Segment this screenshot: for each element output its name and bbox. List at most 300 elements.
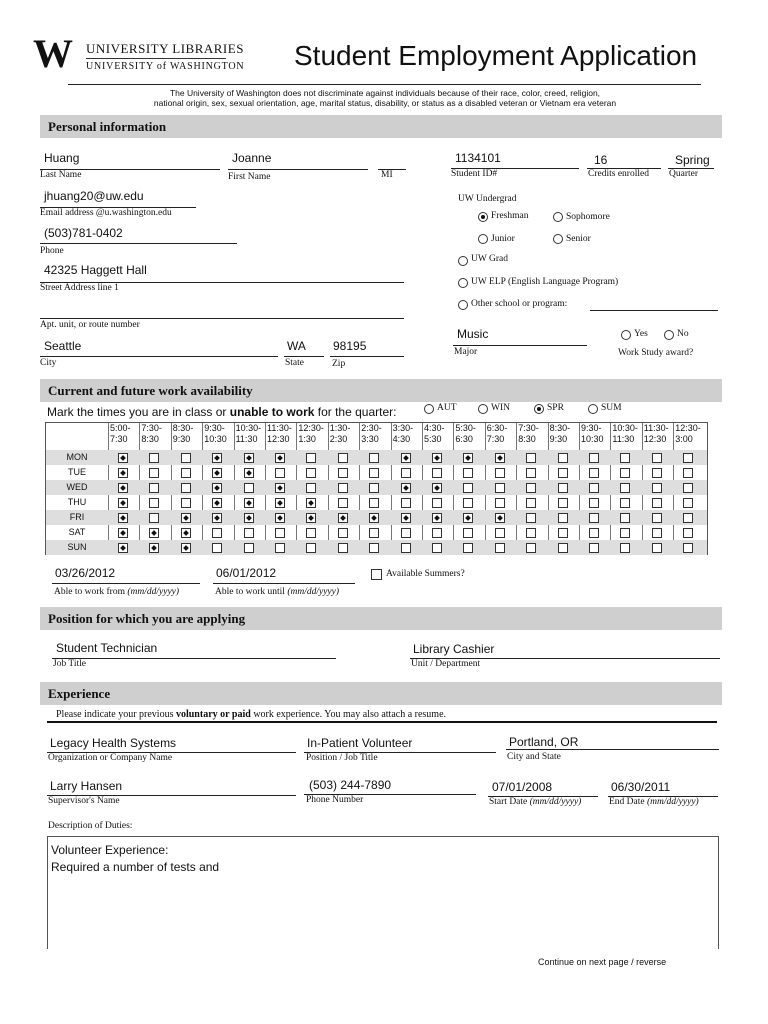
day-label: SAT: [68, 527, 86, 537]
end-date-format: (mm/dd/yyyy): [647, 797, 699, 807]
other-school-radio[interactable]: [458, 300, 468, 310]
availability-checkbox[interactable]: [463, 528, 473, 538]
uw-elp-radio[interactable]: [458, 278, 468, 288]
time-slot-header-part: 9:30-: [581, 423, 602, 433]
time-slot-header: [140, 423, 162, 445]
availability-checkbox[interactable]: [495, 498, 505, 508]
availability-checkbox[interactable]: [118, 483, 128, 493]
freshman-label: Freshman: [491, 211, 529, 221]
time-slot-header-part: 4:30: [392, 434, 411, 444]
work-from-label-text: Able to work from: [54, 587, 128, 597]
first-name-field[interactable]: Joanne: [232, 151, 272, 165]
zip-line: [330, 356, 404, 357]
job-position-field[interactable]: In-Patient Volunteer: [307, 736, 413, 750]
availability-checkbox[interactable]: [620, 498, 630, 508]
availability-checkbox[interactable]: [652, 543, 662, 553]
availability-instruction: [47, 405, 396, 419]
quarter-sum-radio[interactable]: [588, 404, 598, 414]
freshman-radio[interactable]: [478, 212, 488, 222]
time-slot-header-part: 8:30-: [549, 423, 571, 433]
availability-checkbox[interactable]: [432, 483, 442, 493]
availability-row-sun: [46, 540, 707, 555]
availability-checkbox[interactable]: [338, 498, 348, 508]
time-slot-header-part: 10:30: [581, 434, 604, 444]
availability-checkbox[interactable]: [149, 483, 159, 493]
time-slot-header-part: 3:30: [361, 434, 379, 444]
availability-checkbox[interactable]: [244, 468, 254, 478]
apt-line: [40, 318, 404, 319]
street-label: Street Address line 1: [40, 283, 119, 293]
availability-checkbox[interactable]: [338, 543, 348, 553]
availability-checkbox[interactable]: [118, 498, 128, 508]
organization-field[interactable]: Legacy Health Systems: [50, 736, 177, 750]
availability-checkbox[interactable]: [149, 453, 159, 463]
work-study-label: Work Study award?: [618, 348, 694, 358]
supervisor-phone-label: Phone Number: [306, 795, 364, 805]
time-slot-header-part: 7:30: [486, 434, 505, 444]
time-slot-header: [674, 423, 701, 445]
availability-checkbox[interactable]: [275, 483, 285, 493]
end-date-label: [609, 797, 699, 807]
time-slot-header-part: 12:30: [643, 434, 667, 444]
quarter-label: Quarter: [669, 169, 699, 179]
section-position-title: Position for which you are applying: [48, 611, 246, 626]
availability-checkbox[interactable]: [652, 468, 662, 478]
availability-checkbox[interactable]: [244, 498, 254, 508]
availability-row-wed: [46, 480, 707, 495]
availability-checkbox[interactable]: [212, 498, 222, 508]
section-personal-title: Personal information: [48, 119, 167, 134]
availability-checkbox[interactable]: [212, 453, 222, 463]
availability-checkbox[interactable]: [275, 543, 285, 553]
availability-checkbox[interactable]: [620, 543, 630, 553]
time-slot-header: [172, 423, 194, 445]
availability-checkbox[interactable]: [212, 528, 222, 538]
availability-checkbox[interactable]: [589, 468, 599, 478]
quarter-field[interactable]: Spring: [675, 153, 710, 167]
junior-label: Junior: [491, 234, 515, 244]
availability-checkbox[interactable]: [652, 483, 662, 493]
senior-label: Senior: [566, 234, 591, 244]
street-field[interactable]: 42325 Haggett Hall: [44, 263, 147, 277]
availability-checkbox[interactable]: [432, 498, 442, 508]
availability-checkbox[interactable]: [620, 513, 630, 523]
availability-checkbox[interactable]: [463, 543, 473, 553]
email-field[interactable]: jhuang20@uw.edu: [44, 189, 144, 203]
time-slot-header-part: 12:30-: [675, 423, 701, 433]
availability-checkbox[interactable]: [306, 543, 316, 553]
availability-checkbox[interactable]: [463, 453, 473, 463]
major-field[interactable]: Music: [457, 327, 489, 341]
time-slot-header-part: 5:30-: [455, 423, 476, 433]
time-slot-header-part: 11:30: [235, 434, 258, 444]
end-date-label-text: End Date: [609, 797, 647, 807]
phone-field[interactable]: (503)781-0402: [44, 226, 123, 240]
availability-checkbox[interactable]: [589, 528, 599, 538]
availability-checkbox[interactable]: [683, 498, 693, 508]
availability-checkbox[interactable]: [652, 528, 662, 538]
availability-checkbox[interactable]: [558, 513, 568, 523]
availability-checkbox[interactable]: [526, 528, 536, 538]
time-slot-header-part: 11:30-: [267, 423, 292, 433]
available-summers-checkbox[interactable]: [371, 569, 382, 580]
availability-checkbox[interactable]: [463, 498, 473, 508]
availability-checkbox[interactable]: [401, 528, 411, 538]
availability-checkbox[interactable]: [118, 468, 128, 478]
city-field[interactable]: Seattle: [44, 339, 82, 353]
work-until-field[interactable]: 06/01/2012: [216, 566, 277, 580]
work-study-no-label: No: [677, 329, 689, 339]
time-slot-header: [454, 423, 476, 445]
time-slot-header-part: 7:30: [110, 434, 128, 444]
supervisor-field[interactable]: Larry Hansen: [50, 779, 123, 793]
job-title-field[interactable]: Student Technician: [56, 641, 158, 655]
section-position: [40, 607, 722, 630]
last-name-field[interactable]: Huang: [44, 151, 80, 165]
availability-checkbox[interactable]: [338, 483, 348, 493]
major-line: [453, 345, 587, 346]
availability-checkbox[interactable]: [369, 453, 379, 463]
email-label: Email address @u.washington.edu: [40, 208, 172, 218]
availability-checkbox[interactable]: [432, 468, 442, 478]
unit-field[interactable]: Library Cashier: [413, 642, 495, 656]
section-personal: [40, 115, 722, 138]
availability-checkbox[interactable]: [558, 468, 568, 478]
availability-checkbox[interactable]: [558, 498, 568, 508]
availability-checkbox[interactable]: [463, 468, 473, 478]
availability-checkbox[interactable]: [306, 453, 316, 463]
availability-checkbox[interactable]: [401, 453, 411, 463]
availability-checkbox[interactable]: [495, 468, 505, 478]
time-slot-header-part: 1:30-: [329, 423, 351, 433]
availability-checkbox[interactable]: [338, 528, 348, 538]
time-slot-header: [266, 423, 292, 445]
experience-intro-emphasis: voluntary or paid: [175, 709, 251, 720]
apt-label: Apt. unit, or route number: [40, 320, 140, 330]
availability-checkbox[interactable]: [181, 513, 191, 523]
time-slot-header-part: 11:30-: [643, 423, 669, 433]
availability-checkbox[interactable]: [118, 543, 128, 553]
time-slot-header-part: 9:30: [549, 434, 568, 444]
availability-row-tue: [46, 465, 707, 480]
sophomore-label: Sophomore: [566, 212, 610, 222]
availability-checkbox[interactable]: [495, 513, 505, 523]
notice-line-2: national origin, sex, sexual orientation, age, marital status, disability, or status as a disabled veteran or Vietnam era veteran: [153, 98, 617, 108]
availability-checkbox[interactable]: [589, 453, 599, 463]
section-experience-title: Experience: [48, 686, 111, 701]
availability-checkbox[interactable]: [526, 483, 536, 493]
availability-checkbox[interactable]: [589, 543, 599, 553]
time-slot-header-part: 10:30-: [612, 423, 638, 433]
state-field[interactable]: WA: [287, 339, 306, 353]
availability-checkbox[interactable]: [526, 468, 536, 478]
state-line: [284, 356, 324, 357]
supervisor-phone-field[interactable]: (503) 244-7890: [309, 778, 392, 792]
availability-checkbox[interactable]: [401, 513, 411, 523]
availability-checkbox[interactable]: [338, 453, 348, 463]
availability-checkbox[interactable]: [401, 483, 411, 493]
time-slot-header: [517, 423, 539, 445]
availability-checkbox[interactable]: [369, 528, 379, 538]
time-slot-header-part: 7:30-: [518, 423, 539, 433]
experience-intro-text-end: work experience. You may also attach a resume.: [250, 709, 447, 720]
availability-checkbox[interactable]: [652, 453, 662, 463]
availability-checkbox[interactable]: [275, 453, 285, 463]
availability-checkbox[interactable]: [118, 528, 128, 538]
experience-rule: [47, 721, 717, 723]
work-from-label: [54, 587, 179, 597]
last-name-label: Last Name: [40, 170, 82, 180]
availability-checkbox[interactable]: [589, 513, 599, 523]
org-name: UNIVERSITY LIBRARIES: [86, 41, 244, 56]
availability-checkbox[interactable]: [244, 453, 254, 463]
work-from-format: (mm/dd/yyyy): [127, 587, 180, 597]
availability-checkbox[interactable]: [683, 513, 693, 523]
time-slot-header-part: 8:30-: [172, 423, 194, 433]
time-slot-header-part: 7:30-: [141, 423, 162, 433]
experience-intro-text: Please indicate your previous: [56, 709, 176, 720]
quarter-win-radio[interactable]: [478, 404, 488, 414]
city-label: City: [40, 358, 57, 368]
time-slot-header-part: 4:30-: [424, 423, 445, 433]
availability-checkbox[interactable]: [558, 528, 568, 538]
duties-label: Description of Duties:: [48, 821, 133, 831]
availability-checkbox[interactable]: [526, 513, 536, 523]
availability-checkbox[interactable]: [149, 498, 159, 508]
availability-grid: [45, 422, 708, 555]
availability-checkbox[interactable]: [369, 543, 379, 553]
notice-line-1: The University of Washington does not discriminate against individuals because of their race, color, creed, religion,: [169, 88, 601, 98]
time-slot-header-part: 2:30-: [361, 423, 382, 433]
start-date-format: (mm/dd/yyyy): [529, 797, 582, 807]
availability-checkbox[interactable]: [306, 513, 316, 523]
nondiscrimination-notice: [60, 88, 710, 108]
availability-checkbox[interactable]: [526, 453, 536, 463]
day-label: THU: [67, 497, 87, 507]
availability-checkbox[interactable]: [118, 513, 128, 523]
city-line: [40, 356, 278, 357]
availability-row-mon: [46, 450, 707, 465]
job-position-label: Position / Job Title: [306, 753, 378, 763]
availability-checkbox[interactable]: [275, 513, 285, 523]
phone-line: [40, 243, 237, 244]
availability-checkbox[interactable]: [683, 483, 693, 493]
availability-checkbox[interactable]: [181, 498, 191, 508]
availability-checkbox[interactable]: [181, 483, 191, 493]
first-name-line: [228, 169, 368, 170]
duties-line-2: Required a number of tests and: [51, 860, 220, 874]
quarter-spr-label: SPR: [547, 403, 564, 413]
credits-label: Credits enrolled: [588, 169, 649, 179]
availability-row-thu: [46, 495, 707, 510]
time-slot-header: [486, 423, 508, 445]
quarter-spr-radio[interactable]: [534, 404, 544, 414]
time-slot-header-part: 10:30: [204, 434, 227, 444]
unit-label: Unit / Department: [411, 659, 481, 669]
instruction-text-end: for the quarter:: [314, 405, 397, 419]
time-slot-header-part: 3:00: [675, 434, 693, 444]
availability-checkbox[interactable]: [432, 513, 442, 523]
section-availability: [40, 379, 722, 402]
availability-checkbox[interactable]: [149, 543, 159, 553]
availability-checkbox[interactable]: [652, 513, 662, 523]
availability-checkbox[interactable]: [275, 528, 285, 538]
other-school-line: [590, 310, 718, 311]
availability-row-sat: [46, 525, 707, 540]
first-name-label: First Name: [228, 172, 271, 182]
work-study-yes-label: Yes: [634, 329, 648, 339]
availability-checkbox[interactable]: [589, 498, 599, 508]
availability-checkbox[interactable]: [589, 483, 599, 493]
availability-checkbox[interactable]: [463, 483, 473, 493]
student-id-field[interactable]: 1134101: [455, 151, 501, 165]
availability-checkbox[interactable]: [432, 543, 442, 553]
student-id-label: Student ID#: [451, 169, 498, 179]
time-slot-header: [549, 423, 571, 445]
time-slot-header-part: 6:30-: [486, 423, 508, 433]
availability-checkbox[interactable]: [620, 468, 630, 478]
availability-checkbox[interactable]: [495, 543, 505, 553]
time-slot-header-part: 6:30: [455, 434, 473, 444]
availability-checkbox[interactable]: [181, 453, 191, 463]
city-state-field[interactable]: Portland, OR: [509, 735, 579, 749]
work-until-label-text: Able to work until: [215, 587, 288, 597]
day-label: MON: [66, 452, 88, 462]
availability-checkbox[interactable]: [526, 498, 536, 508]
time-slot-header-part: 9:30: [172, 434, 191, 444]
zip-label: Zip: [332, 359, 346, 369]
work-study-yes-radio[interactable]: [621, 330, 631, 340]
availability-checkbox[interactable]: [212, 513, 222, 523]
availability-checkbox[interactable]: [149, 468, 159, 478]
continue-note: Continue on next page / reverse: [538, 957, 667, 967]
availability-checkbox[interactable]: [401, 498, 411, 508]
availability-checkbox[interactable]: [369, 513, 379, 523]
time-slot-header: [329, 423, 351, 445]
availability-checkbox[interactable]: [118, 453, 128, 463]
availability-checkbox[interactable]: [338, 513, 348, 523]
availability-checkbox[interactable]: [212, 543, 222, 553]
time-slot-header: [235, 423, 262, 445]
zip-field[interactable]: 98195: [333, 339, 367, 353]
availability-checkbox[interactable]: [244, 483, 254, 493]
availability-checkbox[interactable]: [620, 483, 630, 493]
availability-checkbox[interactable]: [683, 468, 693, 478]
time-slot-header: [360, 423, 382, 445]
availability-checkbox[interactable]: [306, 468, 316, 478]
duties-textarea[interactable]: [47, 836, 719, 949]
quarter-win-label: WIN: [491, 403, 510, 413]
availability-checkbox[interactable]: [306, 498, 316, 508]
availability-checkbox[interactable]: [181, 528, 191, 538]
availability-checkbox[interactable]: [212, 468, 222, 478]
time-slot-header-part: 2:30: [329, 434, 348, 444]
availability-checkbox[interactable]: [558, 483, 568, 493]
city-state-label: City and State: [507, 752, 561, 762]
time-slot-header-part: 8:30: [141, 434, 159, 444]
availability-checkbox[interactable]: [369, 498, 379, 508]
experience-intro: [56, 709, 446, 720]
availability-checkbox[interactable]: [495, 453, 505, 463]
availability-checkbox[interactable]: [401, 543, 411, 553]
availability-checkbox[interactable]: [275, 468, 285, 478]
availability-checkbox[interactable]: [652, 498, 662, 508]
work-until-label: [215, 587, 339, 597]
availability-checkbox[interactable]: [369, 468, 379, 478]
credits-field[interactable]: 16: [594, 153, 608, 167]
availability-checkbox[interactable]: [463, 513, 473, 523]
availability-checkbox[interactable]: [181, 468, 191, 478]
availability-checkbox[interactable]: [306, 528, 316, 538]
quarter-aut-radio[interactable]: [424, 404, 434, 414]
time-slot-header: [297, 423, 324, 445]
junior-radio[interactable]: [478, 234, 488, 244]
availability-checkbox[interactable]: [526, 543, 536, 553]
availability-checkbox[interactable]: [275, 498, 285, 508]
time-slot-header: [109, 423, 131, 445]
instruction-emphasis: unable to work: [229, 405, 315, 419]
availability-checkbox[interactable]: [683, 453, 693, 463]
availability-checkbox[interactable]: [244, 528, 254, 538]
time-slot-header: [392, 423, 414, 445]
work-until-format: (mm/dd/yyyy): [287, 587, 340, 597]
availability-checkbox[interactable]: [338, 468, 348, 478]
state-label: State: [285, 358, 304, 368]
availability-row-fri: [46, 510, 707, 525]
senior-radio[interactable]: [553, 234, 563, 244]
day-label: SUN: [67, 542, 87, 552]
uw-grad-label: UW Grad: [471, 254, 509, 264]
end-date-field[interactable]: 06/30/2011: [611, 780, 671, 794]
availability-checkbox[interactable]: [620, 528, 630, 538]
availability-checkbox[interactable]: [244, 543, 254, 553]
time-slot-header-part: 11:30: [612, 434, 635, 444]
time-slot-header-part: 10:30-: [235, 423, 262, 433]
availability-checkbox[interactable]: [401, 468, 411, 478]
organization-label: Organization or Company Name: [48, 753, 173, 763]
availability-checkbox[interactable]: [306, 483, 316, 493]
availability-checkbox[interactable]: [149, 513, 159, 523]
quarter-aut-label: AUT: [437, 403, 457, 413]
availability-checkbox[interactable]: [558, 453, 568, 463]
time-slot-header: [423, 423, 445, 445]
supervisor-label: Supervisor's Name: [48, 796, 120, 806]
availability-checkbox[interactable]: [558, 543, 568, 553]
availability-checkbox[interactable]: [212, 483, 222, 493]
availability-checkbox[interactable]: [683, 543, 693, 553]
time-slot-header: [580, 423, 604, 445]
start-date-label: [489, 797, 581, 807]
day-label: FRI: [69, 512, 85, 522]
availability-checkbox[interactable]: [244, 513, 254, 523]
uw-grad-radio[interactable]: [458, 256, 468, 266]
availability-checkbox[interactable]: [181, 543, 191, 553]
availability-checkbox[interactable]: [149, 528, 159, 538]
work-from-line: [52, 583, 200, 584]
work-from-field[interactable]: 03/26/2012: [55, 566, 116, 580]
availability-checkbox[interactable]: [432, 453, 442, 463]
availability-checkbox[interactable]: [432, 528, 442, 538]
time-slot-header-part: 1:30: [298, 434, 316, 444]
availability-checkbox[interactable]: [495, 528, 505, 538]
availability-checkbox[interactable]: [369, 483, 379, 493]
start-date-field[interactable]: 07/01/2008: [492, 780, 553, 794]
availability-checkbox[interactable]: [495, 483, 505, 493]
availability-checkbox[interactable]: [683, 528, 693, 538]
sophomore-radio[interactable]: [553, 212, 563, 222]
availability-checkbox[interactable]: [620, 453, 630, 463]
work-study-no-radio[interactable]: [664, 330, 674, 340]
